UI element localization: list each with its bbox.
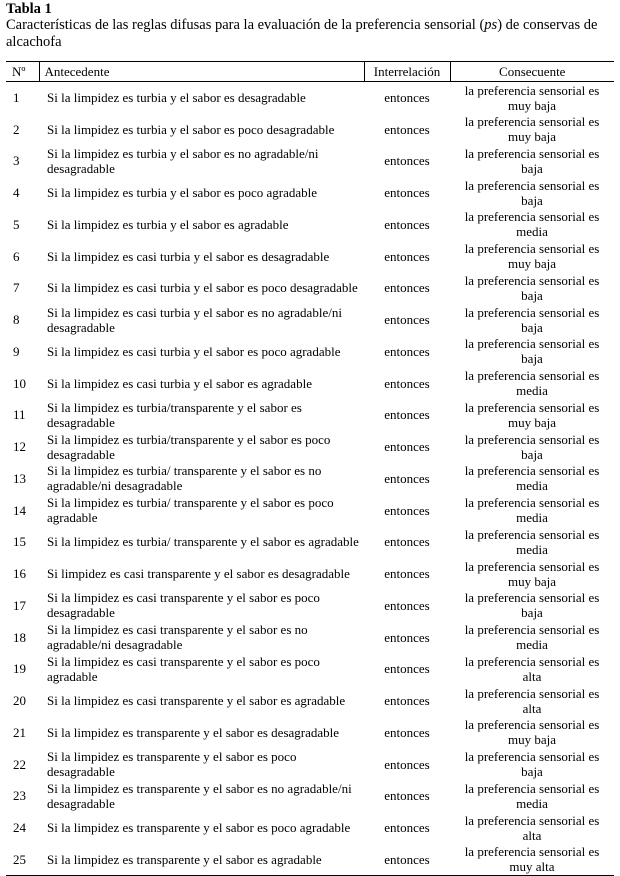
table-row — [6, 653, 614, 685]
table-row — [6, 685, 614, 717]
row-number-cell: 12 — [13, 439, 26, 455]
consequent-cell: la preferencia sensorial es media — [464, 463, 600, 494]
table-title: Tabla 1 — [6, 1, 52, 17]
row-number-cell: 3 — [13, 153, 20, 169]
relation-cell: entonces — [384, 216, 430, 232]
relation-cell: entonces — [384, 756, 430, 772]
description-text-start: Características de las reglas difusas para la evaluación de la preferencia sensorial ( — [6, 17, 485, 33]
fuzzy-rules-table — [6, 61, 614, 876]
relation-cell: entonces — [384, 185, 430, 201]
row-number-cell: 7 — [13, 280, 20, 296]
antecedent-cell: Si la limpidez es transparente y el sabor es desagradable — [47, 724, 340, 740]
antecedent-cell: Si la limpidez es casi transparente y el sabor es poco desagradable — [47, 590, 320, 621]
consequent-cell: la preferencia sensorial es alta — [464, 653, 600, 684]
relation-cell: entonces — [384, 502, 430, 518]
row-number-cell: 5 — [13, 216, 20, 232]
consequent-cell: la preferencia sensorial es alta — [464, 812, 600, 843]
table-row — [6, 145, 614, 177]
relation-cell: entonces — [384, 693, 430, 709]
row-number-cell: 20 — [13, 693, 26, 709]
table-row — [6, 621, 614, 653]
table-row — [6, 780, 614, 812]
consequent-cell: la preferencia sensorial es media — [464, 368, 600, 399]
table-row — [6, 304, 614, 336]
consequent-cell: la preferencia sensorial es media — [464, 495, 600, 526]
consequent-cell: la preferencia sensorial es muy baja — [464, 717, 600, 748]
relation-cell: entonces — [384, 534, 430, 550]
relation-cell: entonces — [384, 470, 430, 486]
relation-cell: entonces — [384, 312, 430, 328]
row-number-cell: 11 — [13, 407, 26, 423]
row-number-cell: 9 — [13, 343, 20, 359]
relation-cell: entonces — [384, 407, 430, 423]
table-row — [6, 463, 614, 495]
table-caption — [6, 1, 618, 51]
header-consequent: Consecuente — [450, 62, 614, 82]
table-row — [6, 748, 614, 780]
row-number-cell: 18 — [13, 629, 26, 645]
antecedent-cell: Si la limpidez es casi turbia y el sabor es poco agradable — [47, 343, 341, 359]
table-row — [6, 717, 614, 749]
antecedent-cell: Si la limpidez es transparente y el sabor es poco agradable — [47, 820, 351, 836]
relation-cell: entonces — [384, 597, 430, 613]
consequent-cell: la preferencia sensorial es muy baja — [464, 558, 600, 589]
consequent-cell: la preferencia sensorial es media — [464, 780, 600, 811]
antecedent-cell: Si la limpidez es casi transparente y el sabor es agradable — [47, 693, 346, 709]
antecedent-cell: Si limpidez es casi transparente y el sabor es desagradable — [47, 566, 350, 582]
consequent-cell: la preferencia sensorial es media — [464, 526, 600, 557]
antecedent-cell: Si la limpidez es casi turbia y el sabor es no agradable/ni desagradable — [47, 304, 342, 335]
table-row — [6, 240, 614, 272]
antecedent-cell: Si la limpidez es turbia/ transparente y el sabor es agradable — [47, 534, 359, 550]
antecedent-cell: Si la limpidez es turbia y el sabor es agradable — [47, 216, 289, 232]
table-row — [6, 399, 614, 431]
antecedent-cell: Si la limpidez es transparente y el sabor es poco desagradable — [47, 749, 297, 780]
row-number-cell: 14 — [13, 502, 26, 518]
row-number-cell: 23 — [13, 788, 26, 804]
header-relation: Interrelación — [364, 62, 450, 82]
antecedent-cell: Si la limpidez es casi turbia y el sabor es agradable — [47, 375, 312, 391]
relation-cell: entonces — [384, 661, 430, 677]
antecedent-cell: Si la limpidez es turbia/transparente y el sabor es desagradable — [47, 399, 302, 430]
consequent-cell: la preferencia sensorial es baja — [464, 749, 600, 780]
consequent-cell: la preferencia sensorial es muy baja — [464, 241, 600, 272]
consequent-cell: la preferencia sensorial es muy alta — [450, 844, 614, 876]
consequent-cell: la preferencia sensorial es media — [464, 209, 600, 240]
header-row — [6, 62, 614, 82]
table-row — [6, 590, 614, 622]
relation-cell: entonces — [384, 153, 430, 169]
relation-cell: entonces — [384, 566, 430, 582]
relation-cell: entonces — [384, 280, 430, 296]
row-number-cell: 24 — [13, 820, 26, 836]
row-number-cell: 6 — [13, 248, 20, 264]
consequent-cell: la preferencia sensorial es media — [464, 622, 600, 653]
table-row — [6, 526, 614, 558]
relation-cell: entonces — [384, 343, 430, 359]
relation-cell: entonces — [364, 844, 450, 876]
row-number-cell: 22 — [13, 756, 26, 772]
row-number-cell: 10 — [13, 375, 26, 391]
antecedent-cell: Si la limpidez es casi turbia y el sabor es desagradable — [47, 248, 330, 264]
table-row — [6, 177, 614, 209]
table-body — [6, 82, 614, 876]
antecedent-cell: Si la limpidez es casi turbia y el sabor es poco desagradable — [47, 280, 358, 296]
consequent-cell: la preferencia sensorial es alta — [464, 685, 600, 716]
row-number-cell: 4 — [13, 185, 20, 201]
antecedent-cell: Si la limpidez es casi transparente y el sabor es poco agradable — [47, 653, 320, 684]
table-row — [6, 272, 614, 304]
table-row — [6, 812, 614, 844]
table-row — [6, 558, 614, 590]
antecedent-cell: Si la limpidez es turbia y el sabor es desagradable — [47, 90, 306, 106]
antecedent-cell: Si la limpidez es turbia y el sabor es no agradable/ni desagradable — [47, 145, 319, 176]
relation-cell: entonces — [384, 788, 430, 804]
table-row — [6, 82, 614, 114]
antecedent-cell: Si la limpidez es turbia/ transparente y el sabor es no agradable/ni desagradable — [47, 463, 322, 494]
table-row — [6, 844, 614, 876]
antecedent-cell: Si la limpidez es turbia y el sabor es poco agradable — [47, 185, 318, 201]
row-number-cell: 2 — [13, 121, 20, 137]
row-number-cell: 15 — [13, 534, 26, 550]
row-number-cell: 16 — [13, 566, 26, 582]
header-antecedent: Antecedente — [39, 62, 364, 82]
description-text-italic: ps — [484, 17, 498, 33]
relation-cell: entonces — [384, 724, 430, 740]
relation-cell: entonces — [384, 439, 430, 455]
relation-cell: entonces — [384, 629, 430, 645]
consequent-cell: la preferencia sensorial es baja — [464, 590, 600, 621]
table-row — [6, 494, 614, 526]
consequent-cell: la preferencia sensorial es baja — [464, 145, 600, 176]
antecedent-cell: Si la limpidez es casi transparente y el sabor es no agradable/ni desagradable — [47, 622, 308, 653]
table-row — [6, 113, 614, 145]
consequent-cell: la preferencia sensorial es muy baja — [464, 82, 600, 113]
table-description — [6, 17, 618, 51]
consequent-cell: la preferencia sensorial es muy baja — [464, 114, 600, 145]
relation-cell: entonces — [384, 820, 430, 836]
antecedent-cell: Si la limpidez es transparente y el sabor es no agradable/ni desagradable — [47, 780, 352, 811]
relation-cell: entonces — [384, 121, 430, 137]
row-number-cell: 1 — [13, 90, 20, 106]
relation-cell: entonces — [384, 248, 430, 264]
consequent-cell: la preferencia sensorial es baja — [464, 431, 600, 462]
description-text-end: ) de conservas de alcachofa — [6, 17, 598, 50]
row-number-cell: 13 — [13, 470, 26, 486]
header-number: Nº — [6, 62, 39, 82]
table-row — [6, 367, 614, 399]
antecedent-cell: Si la limpidez es turbia y el sabor es poco desagradable — [47, 121, 335, 137]
antecedent-cell: Si la limpidez es turbia/transparente y el sabor es poco desagradable — [47, 431, 331, 462]
row-number-cell: 19 — [13, 661, 26, 677]
table-row — [6, 431, 614, 463]
consequent-cell: la preferencia sensorial es baja — [464, 336, 600, 367]
consequent-cell: la preferencia sensorial es baja — [464, 304, 600, 335]
row-number-cell: 21 — [13, 724, 26, 740]
row-number-cell: 25 — [6, 844, 39, 876]
antecedent-cell: Si la limpidez es transparente y el sabor es agradable — [39, 844, 364, 876]
consequent-cell: la preferencia sensorial es muy baja — [464, 399, 600, 430]
antecedent-cell: Si la limpidez es turbia/ transparente y el sabor es poco agradable — [47, 495, 334, 526]
relation-cell: entonces — [384, 375, 430, 391]
table-row — [6, 336, 614, 368]
row-number-cell: 8 — [13, 312, 20, 328]
table-row — [6, 209, 614, 241]
consequent-cell: la preferencia sensorial es baja — [464, 177, 600, 208]
row-number-cell: 17 — [13, 597, 26, 613]
relation-cell: entonces — [384, 90, 430, 106]
consequent-cell: la preferencia sensorial es baja — [464, 272, 600, 303]
